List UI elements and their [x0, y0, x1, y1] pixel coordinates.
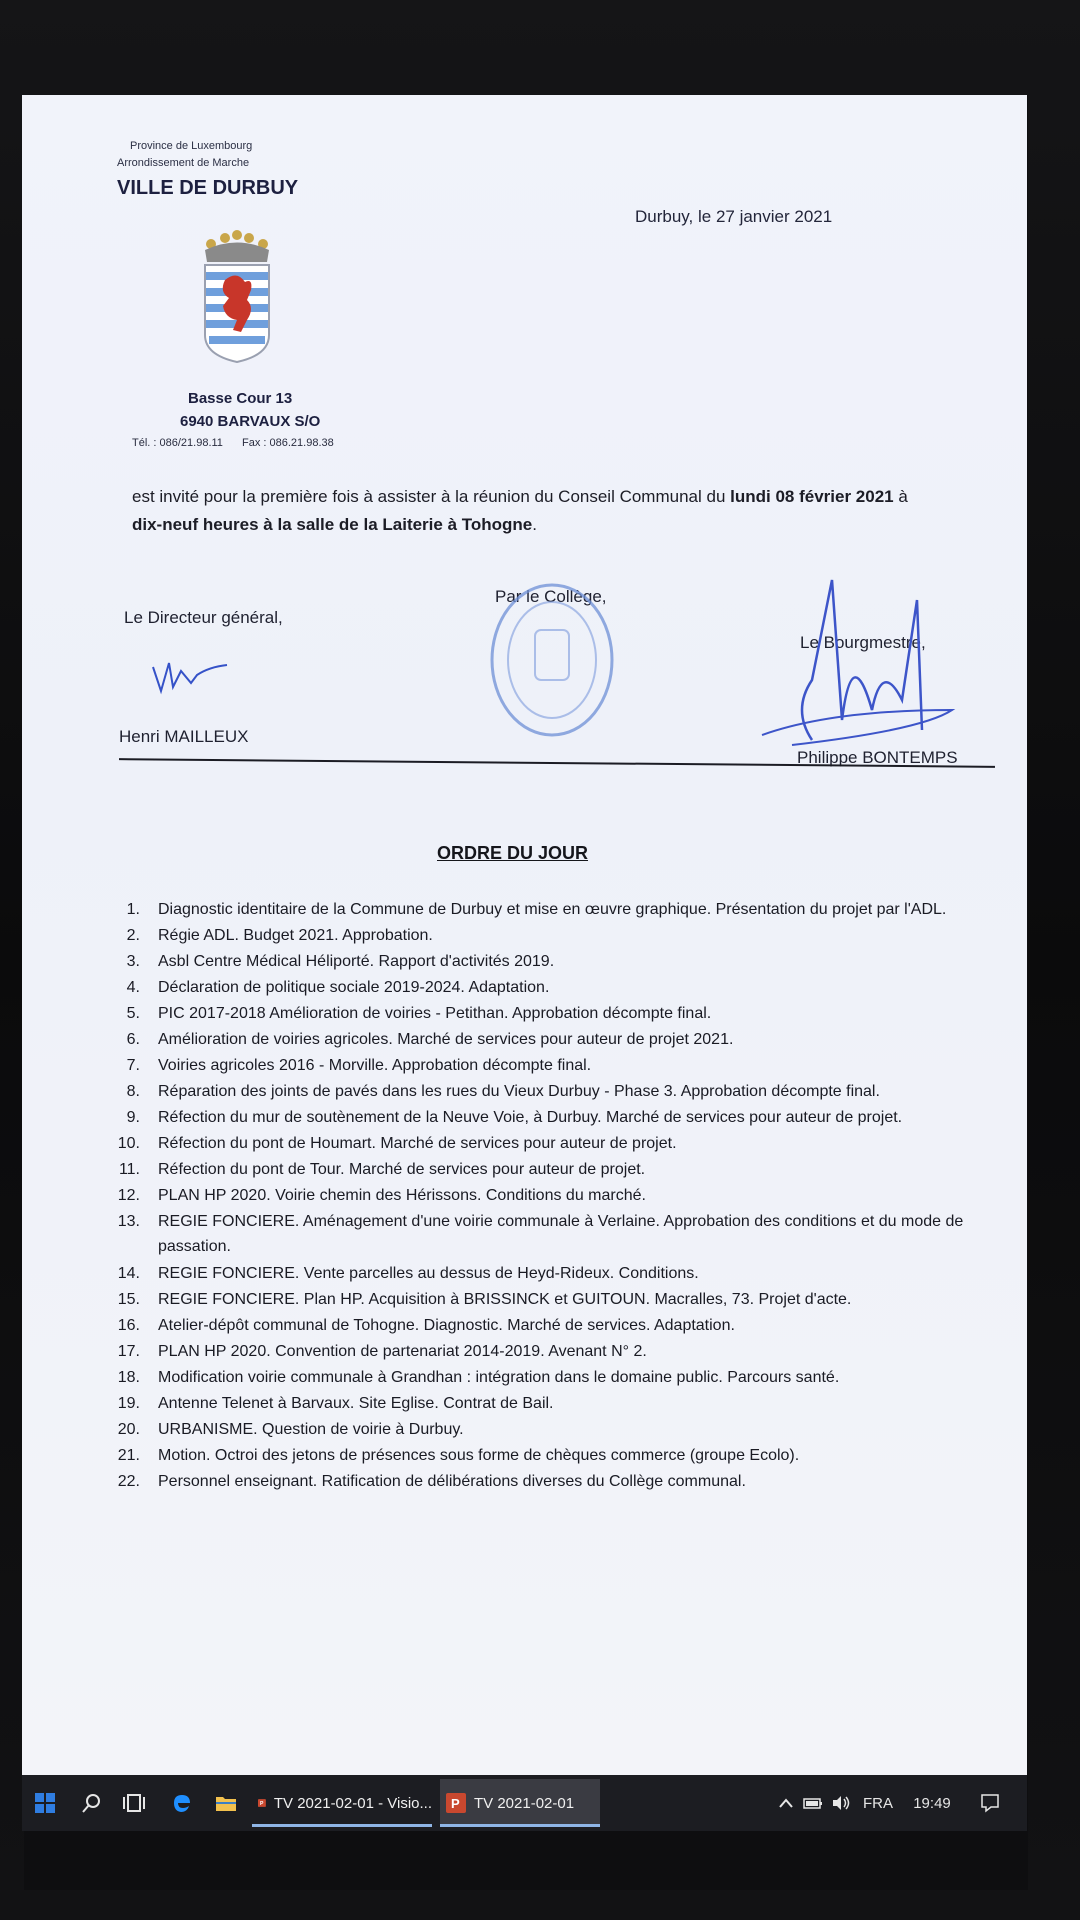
item-text: PLAN HP 2020. Convention de partenariat 2014-2019. Avenant N° 2.: [158, 1343, 647, 1360]
item-number: 6.: [126, 1031, 140, 1048]
agenda-item: [100, 1443, 1000, 1469]
agenda-item: [100, 1261, 1000, 1287]
item-text: REGIE FONCIERE. Aménagement d'une voirie communale à Verlaine. Approbation des conditions et du mode de passation.: [158, 1213, 964, 1255]
agenda-item: [100, 1157, 1000, 1183]
agenda-item: [100, 1027, 1000, 1053]
fax-text: Fax : 086.21.98.38: [242, 437, 334, 449]
task-label: TV 2021-02-01 - Visio...: [273, 1794, 432, 1812]
windows-logo-icon: [35, 1793, 55, 1813]
invitation-line-1: [132, 487, 908, 507]
invitation-period: .: [532, 515, 537, 534]
agenda-item: [100, 1209, 1000, 1261]
item-text: Régie ADL. Budget 2021. Approbation.: [158, 927, 433, 944]
edge-icon: [171, 1792, 193, 1814]
item-number: 13.: [117, 1213, 140, 1230]
item-text: Asbl Centre Médical Héliporté. Rapport d'activités 2019.: [158, 953, 555, 970]
svg-text:P: P: [451, 1796, 460, 1811]
agenda-item: [100, 1313, 1000, 1339]
taskbar-item-visio[interactable]: [252, 1779, 432, 1827]
agenda-item: [100, 1391, 1000, 1417]
speaker-icon: [831, 1795, 851, 1811]
bourgmestre-title: Le Bourgmestre,: [800, 633, 926, 652]
address-line-2: 6940 BARVAUX S/O: [180, 413, 321, 430]
item-number: 17.: [117, 1343, 140, 1360]
powerpoint-icon: [446, 1793, 466, 1813]
address-line-1: Basse Cour 13: [188, 390, 293, 407]
active-indicator: [252, 1824, 432, 1827]
item-number: 19.: [117, 1395, 140, 1412]
item-number: 5.: [126, 1005, 140, 1022]
item-number: 1.: [126, 901, 140, 918]
chevron-up-icon: [779, 1798, 793, 1808]
item-number: 15.: [117, 1291, 140, 1308]
invitation-text: est invité pour la première fois à assister à la réunion du Conseil Communal du: [132, 487, 731, 506]
agenda-item: [100, 949, 1000, 975]
item-text: PLAN HP 2020. Voirie chemin des Hérissons. Conditions du marché.: [158, 1187, 646, 1204]
item-text: Modification voirie communale à Grandhan : intégration dans le domaine public. Parcours santé.: [158, 1369, 840, 1386]
document-window: [22, 95, 1027, 1775]
item-number: 14.: [117, 1265, 140, 1282]
meeting-time-place: dix-neuf heures à la salle de la Laiterie à Tohogne: [132, 515, 533, 534]
agenda-item: [100, 1105, 1000, 1131]
agenda-item: [100, 975, 1000, 1001]
agenda-item: [100, 1053, 1000, 1079]
coat-of-arms-icon: [197, 230, 277, 375]
agenda-item: [100, 923, 1000, 949]
agenda-item: [100, 1001, 1000, 1027]
search-icon: [81, 1792, 103, 1814]
arrondissement-label: Arrondissement de Marche: [117, 157, 250, 169]
item-number: 8.: [126, 1083, 140, 1100]
item-number: 21.: [117, 1447, 140, 1464]
item-text: Réfection du pont de Houmart. Marché de services pour auteur de projet.: [158, 1135, 677, 1152]
task-view-button[interactable]: [114, 1775, 154, 1831]
item-number: 3.: [126, 953, 140, 970]
item-number: 11.: [118, 1161, 140, 1178]
clock[interactable]: 19:49: [913, 1794, 951, 1812]
volume-button[interactable]: [828, 1775, 854, 1831]
item-text: Personnel enseignant. Ratification de délibérations diverses du Collège communal.: [158, 1473, 746, 1490]
item-text: PIC 2017-2018 Amélioration de voiries - Petithan. Approbation décompte final.: [158, 1005, 712, 1022]
invitation-line-2: [132, 515, 537, 535]
par-le-college: Par le Collège,: [495, 587, 607, 606]
directeur-signature-icon: [147, 653, 237, 708]
item-number: 12.: [117, 1187, 140, 1204]
item-text: Antenne Telenet à Barvaux. Site Eglise. Contrat de Bail.: [158, 1395, 554, 1412]
tel-text: Tél. : 086/21.98.11: [132, 437, 223, 449]
taskbar-item-presentation[interactable]: [440, 1779, 600, 1827]
item-number: 20.: [117, 1421, 140, 1438]
item-text: REGIE FONCIERE. Vente parcelles au dessus de Heyd-Rideux. Conditions.: [158, 1265, 699, 1282]
powerpoint-icon: [258, 1793, 266, 1813]
directeur-title: Le Directeur général,: [124, 608, 283, 627]
ville-title: VILLE DE DURBUY: [117, 177, 299, 199]
meeting-date: lundi 08 février 2021: [730, 487, 894, 506]
item-number: 7.: [126, 1057, 140, 1074]
agenda-item: [100, 1131, 1000, 1157]
search-button[interactable]: [72, 1775, 112, 1831]
task-view-icon: [123, 1793, 145, 1813]
start-button[interactable]: [22, 1775, 68, 1831]
file-explorer-button[interactable]: [206, 1775, 246, 1831]
item-number: 16.: [117, 1317, 140, 1334]
language-indicator[interactable]: FRA: [863, 1794, 893, 1812]
active-indicator: [440, 1824, 600, 1827]
taskbar: [22, 1775, 1027, 1831]
item-number: 9.: [126, 1109, 140, 1126]
item-number: 18.: [117, 1369, 140, 1386]
task-label: TV 2021-02-01: [474, 1794, 575, 1812]
item-text: Atelier-dépôt communal de Tohogne. Diagnostic. Marché de services. Adaptation.: [158, 1317, 735, 1334]
item-text: Voiries agricoles 2016 - Morville. Approbation décompte final.: [158, 1057, 592, 1074]
agenda-title: ORDRE DU JOUR: [437, 843, 589, 863]
folder-icon: [215, 1794, 237, 1812]
item-number: 2.: [126, 927, 140, 944]
directeur-name: Henri MAILLEUX: [119, 727, 249, 746]
item-text: Déclaration de politique sociale 2019-2024. Adaptation.: [158, 979, 550, 996]
agenda-item: [100, 1365, 1000, 1391]
item-text: Motion. Octroi des jetons de présences sous forme de chèques commerce (groupe Ecolo).: [158, 1447, 800, 1464]
bourgmestre-signature-icon: [752, 560, 972, 765]
item-text: Réparation des joints de pavés dans les rues du Vieux Durbuy - Phase 3. Approbation décompte final.: [158, 1083, 880, 1100]
notifications-button[interactable]: [970, 1775, 1010, 1831]
battery-button[interactable]: [800, 1775, 826, 1831]
letter-date: Durbuy, le 27 janvier 2021: [635, 207, 833, 226]
bourgmestre-name: Philippe BONTEMPS: [797, 748, 958, 767]
agenda-item: [100, 1469, 1000, 1495]
agenda-list: [100, 897, 1000, 1495]
item-text: REGIE FONCIERE. Plan HP. Acquisition à BRISSINCK et GUITOUN. Macralles, 73. Projet d'acte.: [158, 1291, 852, 1308]
item-number: 4.: [126, 979, 140, 996]
agenda-item: [100, 1287, 1000, 1313]
item-text: Diagnostic identitaire de la Commune de Durbuy et mise en œuvre graphique. Présentation du projet par l'ADL.: [158, 901, 947, 918]
battery-icon: [803, 1796, 823, 1810]
province-label: Province de Luxembourg: [130, 140, 253, 152]
invitation-text-end: à: [893, 487, 908, 506]
show-hidden-icons-button[interactable]: [774, 1775, 798, 1831]
item-number: 22.: [117, 1473, 140, 1490]
agenda-item: [100, 1079, 1000, 1105]
item-text: Amélioration de voiries agricoles. Marché de services pour auteur de projet 2021.: [158, 1031, 734, 1048]
notification-icon: [980, 1793, 1000, 1813]
edge-button[interactable]: [162, 1775, 202, 1831]
item-text: URBANISME. Question de voirie à Durbuy.: [158, 1421, 464, 1438]
agenda-item: [100, 1417, 1000, 1443]
agenda-item: [100, 1339, 1000, 1365]
agenda-item: [100, 897, 1000, 923]
item-text: Réfection du pont de Tour. Marché de services pour auteur de projet.: [158, 1161, 646, 1178]
item-number: 10.: [117, 1135, 140, 1152]
svg-text:P: P: [259, 1800, 264, 1807]
commune-seal-icon: [487, 580, 617, 745]
agenda-item: [100, 1183, 1000, 1209]
item-text: Réfection du mur de soutènement de la Neuve Voie, à Durbuy. Marché de services pour auteur de projet.: [158, 1109, 903, 1126]
